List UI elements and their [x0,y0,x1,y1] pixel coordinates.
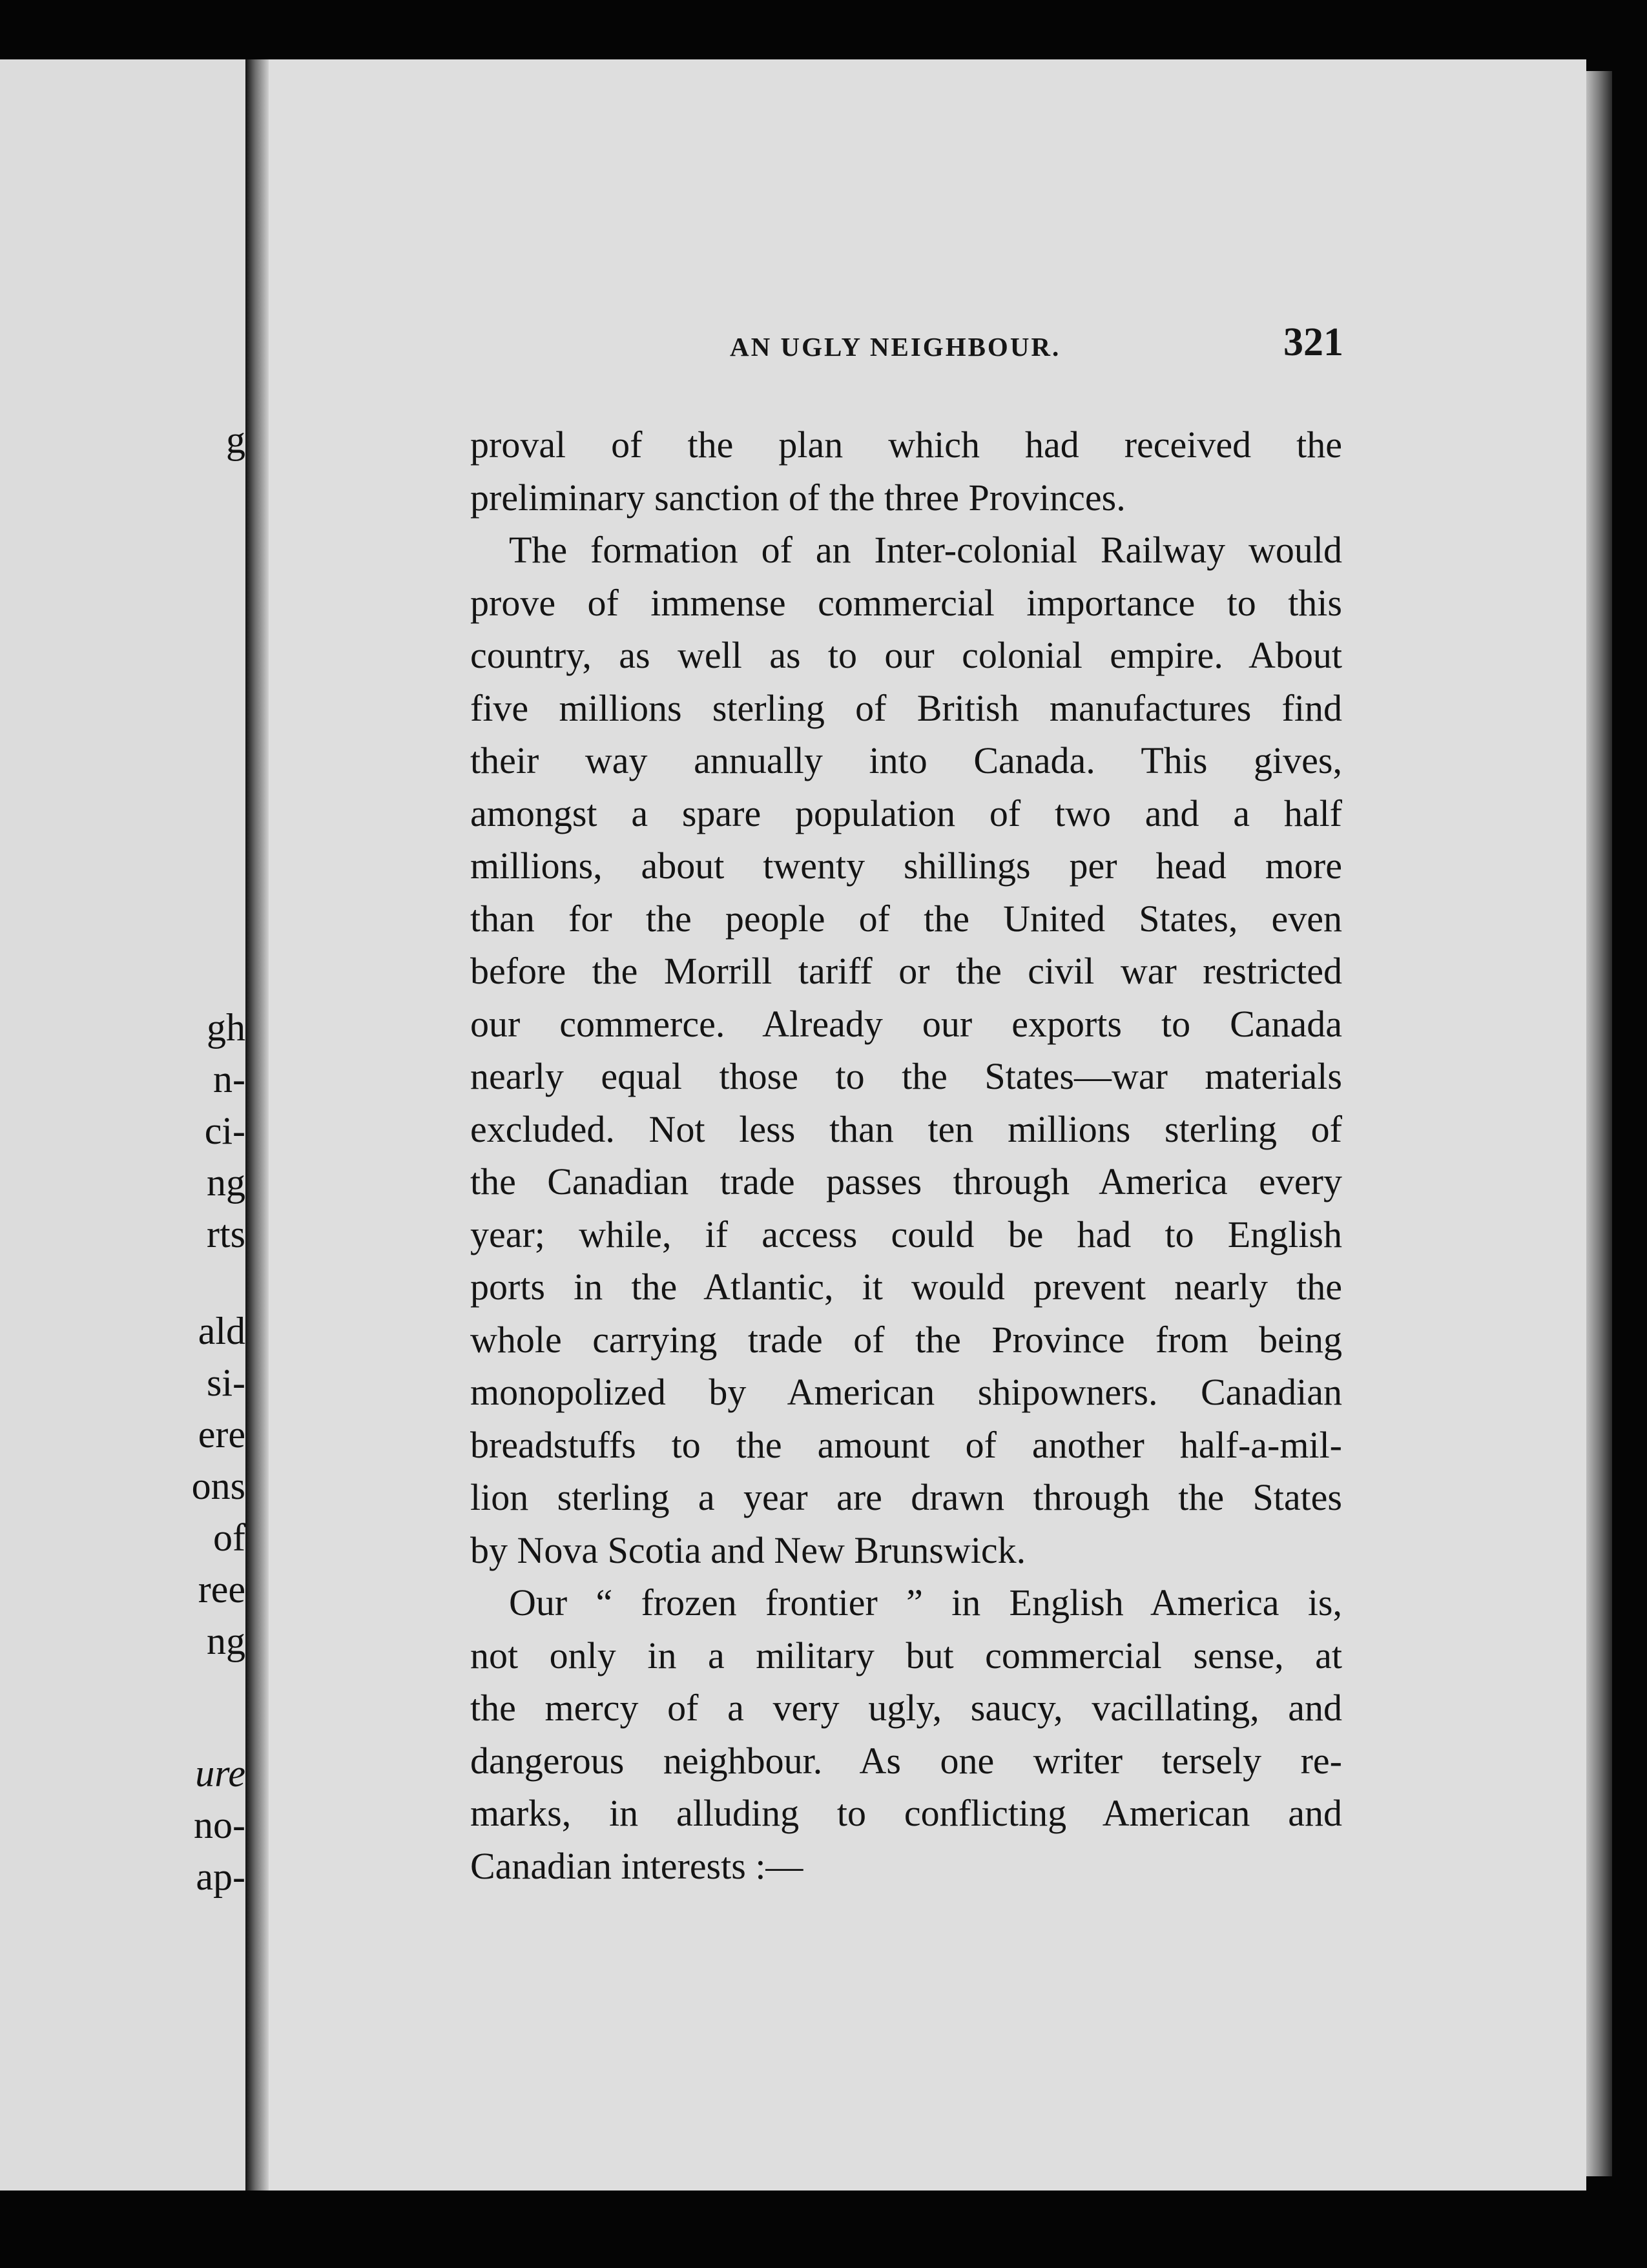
text-line: than for the people of the United States, even [470,897,1342,940]
left-page-fragment: ap- [196,1855,245,1898]
left-page-fragment: ci- [204,1109,245,1152]
text-line: Canadian interests :— [470,1844,803,1887]
left-page-fragment: no- [194,1804,245,1846]
page-edge [1586,71,1612,2176]
text-line: year; while, if access could be had to English [470,1213,1342,1255]
text-line: before the Morrill tariff or the civil war restricted [470,950,1342,992]
text-line: marks, in alluding to conflicting American and [470,1792,1342,1834]
left-page-fragment: ons [191,1465,245,1507]
text-line: prove of immense commercial importance to this [470,581,1342,624]
left-page-fragment: ald [198,1310,245,1352]
text-line: preliminary sanction of the three Provinces. [470,476,1126,519]
left-page-fragment: of [213,1516,245,1559]
text-line: dangerous neighbour. As one writer tersely re- [470,1739,1342,1782]
text-line: country, as well as to our colonial empire. About [470,634,1342,676]
left-page-fragment: gh [207,1006,245,1049]
left-page [0,59,245,2191]
text-line: excluded. Not less than ten millions sterling of [470,1108,1342,1150]
left-page-fragment: si- [207,1361,245,1404]
text-line: Our “ frozen frontier ” in English America is, [509,1582,1342,1624]
text-line: proval of the plan which had received the [470,424,1342,466]
text-line: The formation of an Inter-colonial Railway would [509,529,1342,571]
text-line: ports in the Atlantic, it would prevent nearly the [470,1266,1342,1308]
left-page-fragment: ure [195,1752,245,1795]
text-line: by Nova Scotia and New Brunswick. [470,1529,1026,1571]
running-head [730,320,1343,371]
text-line: breadstuffs to the amount of another half-a-mil- [470,1423,1342,1466]
text-line: our commerce. Already our exports to Canada [470,1002,1342,1045]
left-page-fragment: rts [207,1213,245,1255]
left-page-fragment: n- [213,1058,245,1100]
text-line: lion sterling a year are drawn through the States [470,1476,1342,1518]
body-text [470,418,1342,1892]
text-line: nearly equal those to the States—war materials [470,1055,1342,1097]
book-gutter [245,59,269,2191]
text-line: five millions sterling of British manufactures find [470,686,1342,729]
page-number: 321 [1283,320,1343,364]
left-page-fragment: g [226,418,245,461]
left-page-fragment: ng [207,1620,245,1662]
text-line: not only in a military but commercial sense, at [470,1634,1342,1676]
text-line: the mercy of a very ugly, saucy, vacillating, and [470,1687,1342,1729]
text-line: whole carrying trade of the Province from being [470,1318,1342,1361]
left-page-fragment: ree [198,1568,245,1611]
text-line: the Canadian trade passes through America every [470,1160,1342,1202]
text-line: amongst a spare population of two and a half [470,792,1342,834]
left-page-fragment: ng [207,1161,245,1204]
left-page-fragment: ere [198,1413,245,1456]
running-title: AN UGLY NEIGHBOUR. [730,332,1061,362]
text-line: their way annually into Canada. This gives, [470,739,1342,781]
text-line: monopolized by American shipowners. Canadian [470,1371,1342,1413]
text-line: millions, about twenty shillings per head more [470,845,1342,887]
